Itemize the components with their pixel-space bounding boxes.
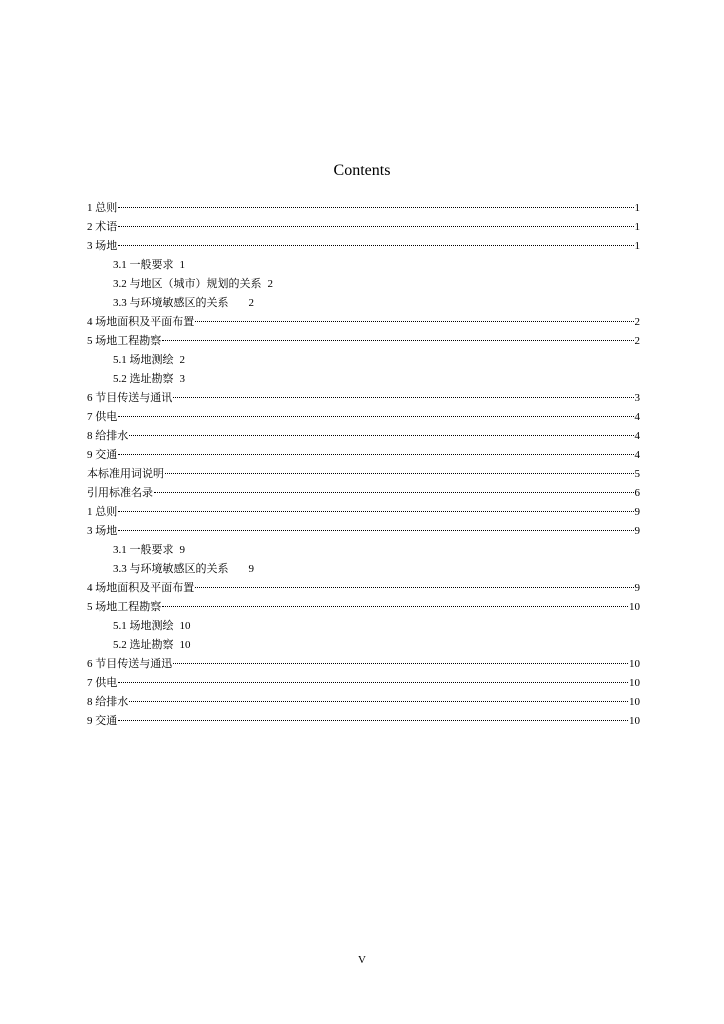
toc-entry[interactable]	[87, 237, 640, 256]
toc-entry-label: 本标准用词说明	[87, 468, 164, 480]
toc-entry-label: 5 场地工程勘察	[87, 335, 162, 347]
toc-entry[interactable]	[87, 636, 640, 655]
toc-entry-label: 7 供电	[87, 677, 118, 689]
toc-entry-page: 2	[267, 278, 273, 290]
toc-entry-page: 10	[629, 696, 640, 708]
toc-entry-label: 3.1 一般要求	[113, 544, 174, 556]
toc-entry-page: 6	[634, 487, 640, 499]
toc-entry[interactable]	[87, 332, 640, 351]
toc-entry-page: 10	[179, 639, 191, 651]
toc-entry[interactable]	[87, 598, 640, 617]
toc-dot-leader	[118, 226, 633, 227]
toc-dot-leader	[154, 492, 634, 493]
toc-entry-label: 8 给排水	[87, 430, 129, 442]
toc-dot-leader	[173, 397, 633, 398]
table-of-contents	[87, 199, 640, 731]
page-number: V	[358, 954, 366, 966]
toc-entry-label: 5.2 选址勘察	[113, 639, 174, 651]
toc-entry[interactable]	[87, 370, 640, 389]
toc-entry-label: 4 场地面积及平面布置	[87, 582, 195, 594]
toc-entry-page: 9	[179, 544, 185, 556]
toc-entry-page: 10	[629, 715, 640, 727]
toc-entry-page: 1	[179, 259, 185, 271]
toc-entry-label: 6 节目传送与通迅	[87, 658, 173, 670]
toc-entry[interactable]	[87, 408, 640, 427]
toc-dot-leader	[165, 473, 634, 474]
toc-entry-page: 9	[634, 525, 640, 537]
toc-entry-page: 10	[629, 677, 640, 689]
toc-entry-page: 2	[248, 297, 254, 309]
toc-dot-leader	[118, 245, 633, 246]
toc-dot-leader	[118, 416, 633, 417]
toc-entry-page: 10	[179, 620, 191, 632]
toc-entry-page: 4	[634, 430, 640, 442]
toc-entry-page: 4	[634, 449, 640, 461]
toc-entry[interactable]	[87, 712, 640, 731]
toc-dot-leader	[118, 682, 628, 683]
toc-dot-leader	[129, 435, 633, 436]
toc-entry[interactable]	[87, 275, 640, 294]
toc-entry[interactable]	[87, 389, 640, 408]
toc-dot-leader	[129, 701, 628, 702]
toc-entry[interactable]	[87, 465, 640, 484]
toc-entry-label: 4 场地面积及平面布置	[87, 316, 195, 328]
toc-entry-page: 10	[629, 601, 640, 613]
toc-entry-label: 7 供电	[87, 411, 118, 423]
toc-dot-leader	[162, 340, 633, 341]
toc-entry-label: 5.1 场地测绘	[113, 354, 174, 366]
toc-entry-label: 5 场地工程勘察	[87, 601, 162, 613]
toc-entry-label: 9 交通	[87, 715, 118, 727]
toc-dot-leader	[162, 606, 628, 607]
toc-entry[interactable]	[87, 617, 640, 636]
toc-entry[interactable]	[87, 674, 640, 693]
toc-entry[interactable]	[87, 484, 640, 503]
toc-entry-label: 3.3 与环境敏感区的关系	[113, 563, 229, 575]
toc-entry-page: 3	[634, 392, 640, 404]
toc-dot-leader	[118, 720, 628, 721]
toc-dot-leader	[118, 454, 633, 455]
toc-entry[interactable]	[87, 256, 640, 275]
toc-dot-leader	[118, 511, 633, 512]
toc-entry[interactable]	[87, 503, 640, 522]
toc-entry-label: 3.3 与环境敏感区的关系	[113, 297, 229, 309]
toc-entry-label: 6 节目传送与通讯	[87, 392, 173, 404]
toc-dot-leader	[195, 321, 633, 322]
toc-entry-label: 3.1 一般要求	[113, 259, 174, 271]
toc-dot-leader	[118, 530, 633, 531]
toc-entry-label: 1 总则	[87, 202, 118, 214]
toc-entry-page: 10	[629, 658, 640, 670]
toc-entry-page: 4	[634, 411, 640, 423]
toc-entry-page: 9	[634, 582, 640, 594]
toc-entry-label: 引用标准名录	[87, 487, 153, 499]
toc-entry-label: 8 给排水	[87, 696, 129, 708]
toc-entry-page: 1	[634, 221, 640, 233]
toc-entry-label: 5.2 选址勘察	[113, 373, 174, 385]
toc-entry-label: 3 场地	[87, 240, 118, 252]
toc-entry-label: 3 场地	[87, 525, 118, 537]
toc-entry-label: 1 总则	[87, 506, 118, 518]
toc-entry-page: 2	[634, 316, 640, 328]
toc-entry[interactable]	[87, 579, 640, 598]
toc-dot-leader	[173, 663, 628, 664]
toc-entry-label: 9 交通	[87, 449, 118, 461]
toc-entry[interactable]	[87, 199, 640, 218]
toc-entry-page: 5	[634, 468, 640, 480]
toc-entry[interactable]	[87, 446, 640, 465]
toc-entry-page: 3	[179, 373, 185, 385]
toc-entry[interactable]	[87, 560, 640, 579]
toc-entry-page: 9	[634, 506, 640, 518]
toc-entry-page: 9	[248, 563, 254, 575]
toc-entry[interactable]	[87, 294, 640, 313]
page-title: Contents	[333, 162, 391, 179]
toc-entry-label: 2 术语	[87, 221, 118, 233]
toc-entry-label: 3.2 与地区（城市）规划的关系	[113, 278, 262, 290]
toc-entry[interactable]	[87, 351, 640, 370]
toc-entry-label: 5.1 场地测绘	[113, 620, 174, 632]
toc-entry[interactable]	[87, 655, 640, 674]
toc-entry-page: 2	[634, 335, 640, 347]
toc-entry[interactable]	[87, 693, 640, 712]
toc-entry[interactable]	[87, 218, 640, 237]
toc-entry-page: 1	[634, 240, 640, 252]
toc-entry-page: 1	[634, 202, 640, 214]
toc-entry[interactable]	[87, 541, 640, 560]
toc-entry-page: 2	[179, 354, 185, 366]
toc-entry[interactable]	[87, 313, 640, 332]
toc-entry[interactable]	[87, 427, 640, 446]
toc-dot-leader	[195, 587, 633, 588]
toc-dot-leader	[118, 207, 633, 208]
toc-entry[interactable]	[87, 522, 640, 541]
